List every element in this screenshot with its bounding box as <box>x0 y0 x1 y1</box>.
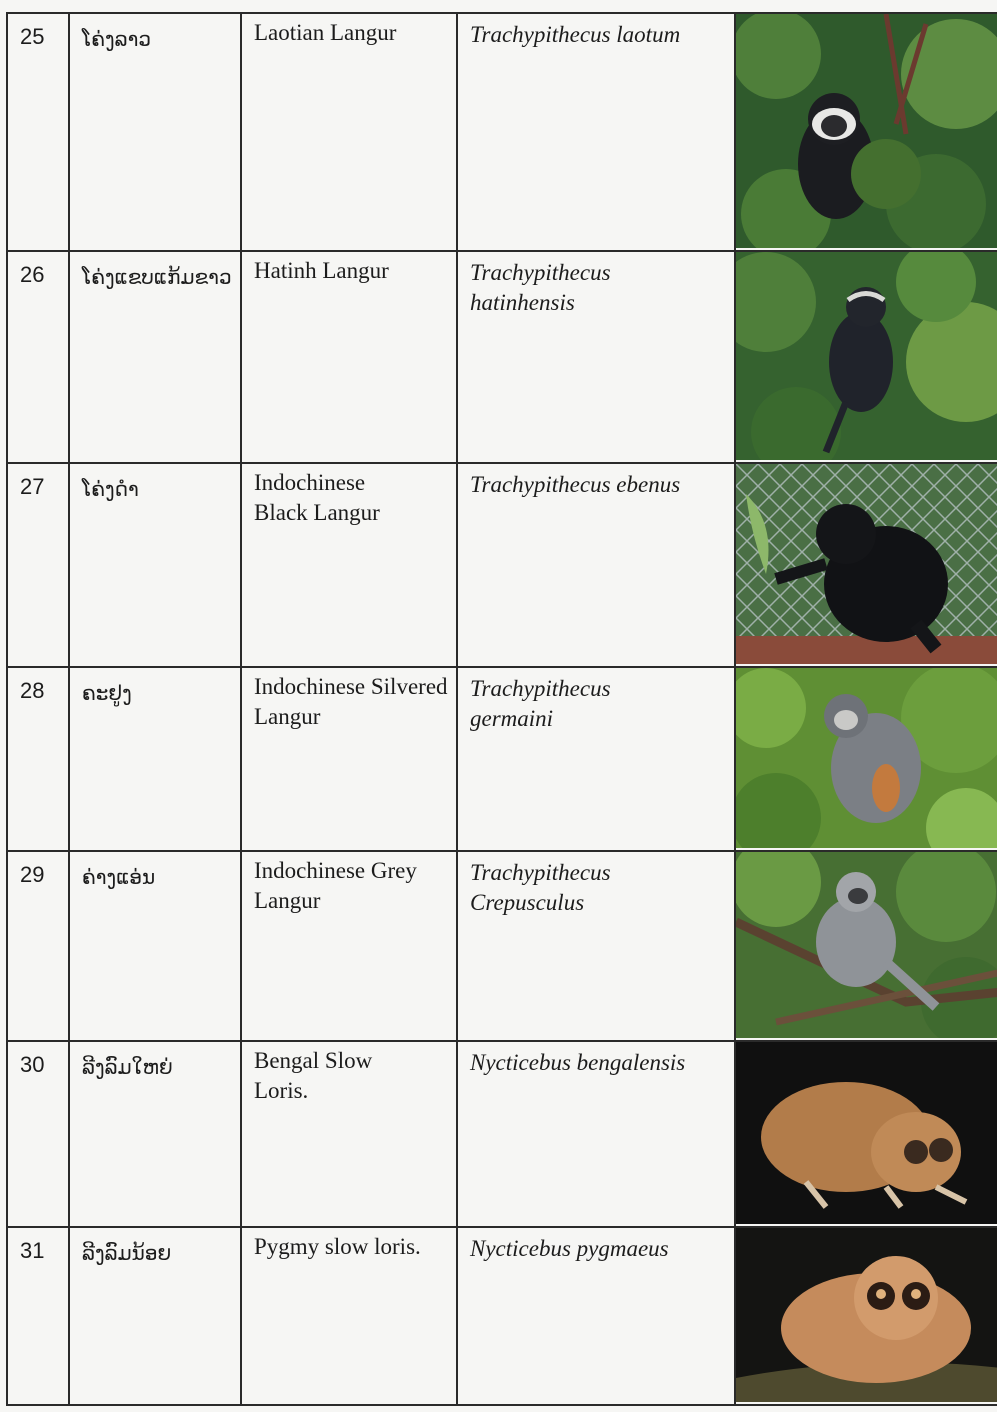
scientific-name: Trachypithecus ebenus <box>470 472 681 497</box>
row-number: 26 <box>20 262 45 287</box>
english-name: Bengal Slow Loris. <box>254 1048 373 1103</box>
bengal-slow-loris-photo <box>736 1042 997 1224</box>
hatinh-langur-photo <box>736 252 997 460</box>
scientific-name: Nycticebus pygmaeus <box>470 1236 669 1261</box>
row-number: 28 <box>20 678 45 703</box>
english-name: Indochinese Black Langur <box>254 470 380 525</box>
lao-name: ລີງລົມໃຫຍ່ <box>82 1055 173 1079</box>
row-number: 31 <box>20 1238 45 1263</box>
black-langur-photo <box>736 464 997 664</box>
lao-name: ໂຄ່ງດຳ <box>82 477 139 501</box>
table-row <box>7 13 997 251</box>
english-name: Hatinh Langur <box>254 258 389 283</box>
english-name: Laotian Langur <box>254 20 397 45</box>
english-name: Indochinese Silvered Langur <box>254 674 448 729</box>
table-row <box>7 851 997 1041</box>
row-number: 25 <box>20 24 45 49</box>
lao-name: ຄະຢູງ <box>82 681 132 705</box>
english-name: Indochinese Grey Langur <box>254 858 417 913</box>
scientific-name: Trachypithecus laotum <box>470 22 681 47</box>
table-row <box>7 1041 997 1227</box>
scientific-name: Trachypithecus Crepusculus <box>470 860 611 915</box>
pygmy-slow-loris-photo <box>736 1228 997 1402</box>
english-name: Pygmy slow loris. <box>254 1234 421 1259</box>
species-table <box>6 12 997 1406</box>
silvered-langur-photo <box>736 668 997 848</box>
scientific-name: Trachypithecus germaini <box>470 676 611 731</box>
lao-name: ຄ່າງແອ່ນ <box>82 865 156 889</box>
laotian-langur-photo <box>736 14 997 248</box>
lao-name: ລີງລົມນ້ອຍ <box>82 1241 172 1265</box>
scientific-name: Nycticebus bengalensis <box>470 1050 686 1075</box>
row-number: 29 <box>20 862 45 887</box>
table-row <box>7 1227 997 1405</box>
table-row <box>7 463 997 667</box>
row-number: 30 <box>20 1052 45 1077</box>
row-number: 27 <box>20 474 45 499</box>
table-row <box>7 667 997 851</box>
lao-name: ໂຄ່ງລາວ <box>82 27 152 51</box>
lao-name: ໂຄ່ງແຂບແກ້ມຂາວ <box>82 265 232 289</box>
table-row <box>7 251 997 463</box>
scientific-name: Trachypithecus hatinhensis <box>470 260 611 315</box>
grey-langur-photo <box>736 852 997 1038</box>
